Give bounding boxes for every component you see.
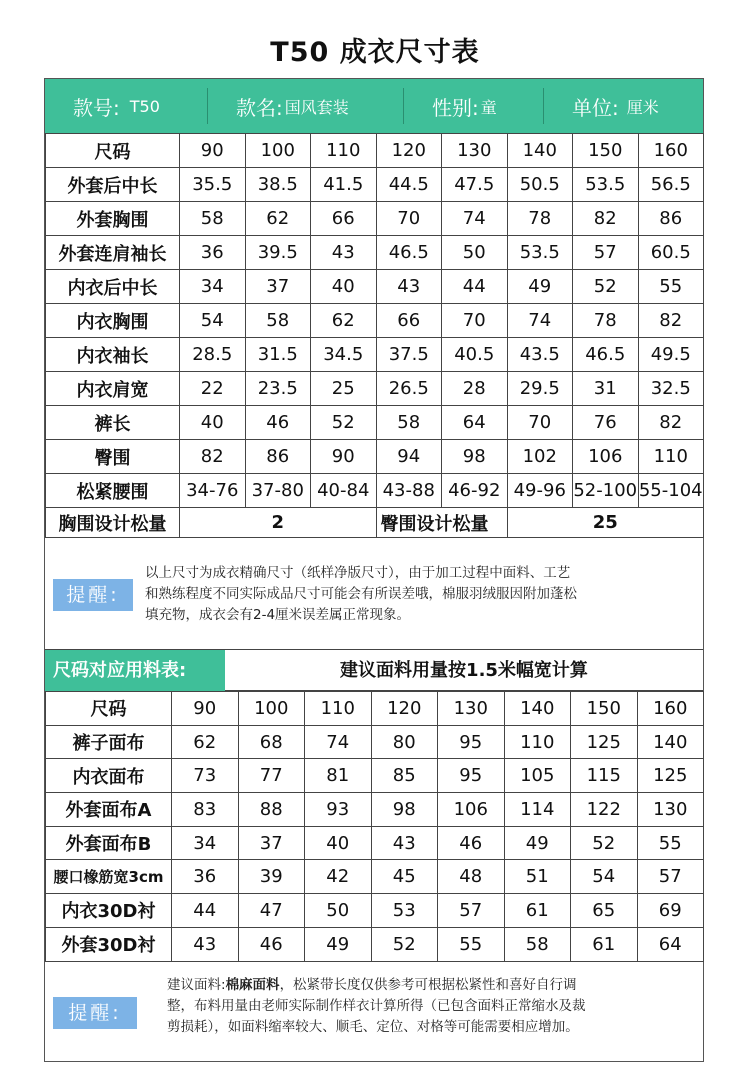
value-cell: 55 <box>638 270 704 304</box>
unit <box>543 88 703 124</box>
value-cell: 64 <box>637 927 704 961</box>
value-cell: 86 <box>638 202 704 236</box>
value-cell: 53 <box>371 894 438 928</box>
value-cell: 52 <box>311 406 377 440</box>
value-cell: 57 <box>438 894 505 928</box>
row-label: 外套30D衬 <box>46 927 172 961</box>
size-row-header <box>46 134 704 168</box>
value-cell: 106 <box>573 440 639 474</box>
size-row <box>46 406 704 440</box>
value-cell: 46-92 <box>442 474 508 508</box>
value-cell: 51 <box>504 860 571 894</box>
value-cell: 73 <box>172 759 239 793</box>
value-cell: 44 <box>442 270 508 304</box>
size-header-cell: 90 <box>180 134 246 168</box>
value-cell: 40-84 <box>311 474 377 508</box>
value-cell: 70 <box>376 202 442 236</box>
value-cell: 40.5 <box>442 338 508 372</box>
value-cell: 50 <box>305 894 372 928</box>
value-cell: 65 <box>571 894 638 928</box>
size-row <box>46 236 704 270</box>
value-cell: 45 <box>371 860 438 894</box>
value-cell: 49 <box>305 927 372 961</box>
value-cell: 52 <box>573 270 639 304</box>
value-cell: 83 <box>172 793 239 827</box>
header-bar <box>45 79 703 133</box>
size-row <box>46 304 704 338</box>
value-cell: 49.5 <box>638 338 704 372</box>
value-cell: 32.5 <box>638 372 704 406</box>
value-cell: 46 <box>238 927 305 961</box>
value-cell: 98 <box>371 793 438 827</box>
reminder-text-2 <box>167 975 586 1038</box>
style-number-label: 款号: <box>73 95 120 120</box>
style-number <box>45 88 207 124</box>
row-label: 腰口橡筋宽3cm <box>46 860 172 894</box>
value-cell: 37-80 <box>245 474 311 508</box>
row-label: 外套面布A <box>46 793 172 827</box>
value-cell: 70 <box>442 304 508 338</box>
value-cell: 42 <box>305 860 372 894</box>
fabric-row-header <box>46 692 704 726</box>
value-cell: 40 <box>180 406 246 440</box>
size-header-cell: 150 <box>573 134 639 168</box>
gender <box>403 88 543 124</box>
unit-value: 厘米 <box>626 97 659 117</box>
value-cell: 52 <box>571 826 638 860</box>
value-cell: 82 <box>638 406 704 440</box>
value-cell: 60.5 <box>638 236 704 270</box>
value-cell: 86 <box>245 440 311 474</box>
value-cell: 68 <box>238 725 305 759</box>
value-cell: 23.5 <box>245 372 311 406</box>
row-label: 外套连肩袖长 <box>46 236 180 270</box>
reminder-line: 剪损耗），如面料缩率较大、顺毛、定位、对格等可能需要相应增加。 <box>167 1019 579 1035</box>
fabric-row <box>46 826 704 860</box>
hip-ease-label: 臀围设计松量 <box>376 508 507 538</box>
row-label: 内衣袖长 <box>46 338 180 372</box>
value-cell: 37.5 <box>376 338 442 372</box>
style-name <box>207 88 403 124</box>
suggested-fabric-label: 建议面料: <box>167 977 226 993</box>
row-label: 松紧腰围 <box>46 474 180 508</box>
value-cell: 58 <box>504 927 571 961</box>
reminder-badge-1: 提醒: <box>53 579 133 611</box>
value-cell: 34-76 <box>180 474 246 508</box>
value-cell: 22 <box>180 372 246 406</box>
value-cell: 90 <box>311 440 377 474</box>
value-cell: 25 <box>311 372 377 406</box>
value-cell: 78 <box>507 202 573 236</box>
row-label: 内衣肩宽 <box>46 372 180 406</box>
value-cell: 29.5 <box>507 372 573 406</box>
value-cell: 34 <box>172 826 239 860</box>
reminder-line <box>167 975 586 996</box>
value-cell: 43 <box>371 826 438 860</box>
size-table <box>45 133 704 538</box>
value-cell: 40 <box>305 826 372 860</box>
value-cell: 58 <box>180 202 246 236</box>
size-header-cell: 130 <box>438 692 505 726</box>
size-header-cell: 150 <box>571 692 638 726</box>
value-cell: 44 <box>172 894 239 928</box>
value-cell: 43-88 <box>376 474 442 508</box>
size-row <box>46 372 704 406</box>
reminder-note-2 <box>45 962 703 1061</box>
size-row <box>46 440 704 474</box>
size-header-cell: 130 <box>442 134 508 168</box>
value-cell: 125 <box>571 725 638 759</box>
value-cell: 43 <box>172 927 239 961</box>
value-cell: 38.5 <box>245 168 311 202</box>
value-cell: 49-96 <box>507 474 573 508</box>
size-chart-frame <box>44 78 704 1062</box>
value-cell: 50.5 <box>507 168 573 202</box>
value-cell: 81 <box>305 759 372 793</box>
value-cell: 58 <box>376 406 442 440</box>
value-cell: 43 <box>311 236 377 270</box>
value-cell: 122 <box>571 793 638 827</box>
fabric-row <box>46 725 704 759</box>
value-cell: 82 <box>638 304 704 338</box>
row-label: 外套后中长 <box>46 168 180 202</box>
value-cell: 70 <box>507 406 573 440</box>
value-cell: 66 <box>376 304 442 338</box>
value-cell: 31 <box>573 372 639 406</box>
value-cell: 47 <box>238 894 305 928</box>
reminder-text-1 <box>145 563 577 626</box>
style-name-label: 款名: <box>236 95 283 120</box>
value-cell: 26.5 <box>376 372 442 406</box>
value-cell: 49 <box>504 826 571 860</box>
value-cell: 102 <box>507 440 573 474</box>
row-label: 臀围 <box>46 440 180 474</box>
style-name-value: 国风套装 <box>284 97 349 117</box>
value-cell: 46 <box>438 826 505 860</box>
value-cell: 56.5 <box>638 168 704 202</box>
value-cell: 76 <box>573 406 639 440</box>
reminder-line: 和熟练程度不同实际成品尺寸可能会有所误差哦，棉服羽绒服因附加蓬松 <box>145 586 577 602</box>
ease-row <box>46 508 704 538</box>
value-cell: 46 <box>245 406 311 440</box>
size-header-cell: 120 <box>371 692 438 726</box>
reminder-line-text: ，松紧带长度仅供参考可根据松紧性和喜好自行调 <box>279 977 577 993</box>
value-cell: 74 <box>507 304 573 338</box>
row-label: 内衣胸围 <box>46 304 180 338</box>
value-cell: 54 <box>180 304 246 338</box>
fabric-section-tag: 尺码对应用料表: <box>45 650 225 691</box>
size-row <box>46 168 704 202</box>
size-row <box>46 474 704 508</box>
value-cell: 74 <box>305 725 372 759</box>
row-label: 外套面布B <box>46 826 172 860</box>
value-cell: 85 <box>371 759 438 793</box>
value-cell: 43.5 <box>507 338 573 372</box>
value-cell: 88 <box>238 793 305 827</box>
fabric-row <box>46 759 704 793</box>
value-cell: 80 <box>371 725 438 759</box>
fabric-section-subtitle: 建议面料用量按1.5米幅宽计算 <box>225 650 703 691</box>
value-cell: 53.5 <box>507 236 573 270</box>
fabric-row <box>46 793 704 827</box>
hip-ease-value: 25 <box>507 508 704 538</box>
row-label: 裤子面布 <box>46 725 172 759</box>
value-cell: 64 <box>442 406 508 440</box>
row-label: 外套胸围 <box>46 202 180 236</box>
value-cell: 82 <box>180 440 246 474</box>
suggested-fabric: 棉麻面料 <box>225 977 280 993</box>
value-cell: 52 <box>371 927 438 961</box>
size-header-cell: 90 <box>172 692 239 726</box>
value-cell: 43 <box>376 270 442 304</box>
value-cell: 69 <box>637 894 704 928</box>
value-cell: 47.5 <box>442 168 508 202</box>
value-cell: 140 <box>637 725 704 759</box>
value-cell: 57 <box>573 236 639 270</box>
value-cell: 58 <box>245 304 311 338</box>
value-cell: 46.5 <box>376 236 442 270</box>
value-cell: 55 <box>637 826 704 860</box>
value-cell: 31.5 <box>245 338 311 372</box>
value-cell: 55-104 <box>638 474 704 508</box>
value-cell: 114 <box>504 793 571 827</box>
value-cell: 50 <box>442 236 508 270</box>
page-title: T50 成衣尺寸表 <box>270 37 480 68</box>
fabric-table <box>45 691 704 962</box>
size-row <box>46 338 704 372</box>
style-number-value: T50 <box>129 96 160 116</box>
value-cell: 34 <box>180 270 246 304</box>
size-header-cell: 160 <box>637 692 704 726</box>
value-cell: 77 <box>238 759 305 793</box>
fabric-row <box>46 927 704 961</box>
size-header-cell: 140 <box>507 134 573 168</box>
value-cell: 40 <box>311 270 377 304</box>
value-cell: 34.5 <box>311 338 377 372</box>
value-cell: 39.5 <box>245 236 311 270</box>
value-cell: 44.5 <box>376 168 442 202</box>
value-cell: 110 <box>638 440 704 474</box>
value-cell: 105 <box>504 759 571 793</box>
value-cell: 78 <box>573 304 639 338</box>
value-cell: 37 <box>238 826 305 860</box>
row-label: 尺码 <box>46 692 172 726</box>
reminder-note-1 <box>45 539 703 650</box>
value-cell: 125 <box>637 759 704 793</box>
value-cell: 61 <box>504 894 571 928</box>
value-cell: 53.5 <box>573 168 639 202</box>
value-cell: 74 <box>442 202 508 236</box>
value-cell: 46.5 <box>573 338 639 372</box>
value-cell: 110 <box>504 725 571 759</box>
size-header-cell: 100 <box>238 692 305 726</box>
value-cell: 95 <box>438 725 505 759</box>
value-cell: 28.5 <box>180 338 246 372</box>
size-row <box>46 270 704 304</box>
chest-ease-value: 2 <box>180 508 377 538</box>
value-cell: 66 <box>311 202 377 236</box>
reminder-line: 整，布料用量由老师实际制作样衣计算所得（已包含面料正常缩水及裁 <box>167 998 586 1014</box>
value-cell: 37 <box>245 270 311 304</box>
row-label: 尺码 <box>46 134 180 168</box>
size-header-cell: 110 <box>305 692 372 726</box>
reminder-badge-2: 提醒: <box>53 997 137 1029</box>
value-cell: 62 <box>172 725 239 759</box>
value-cell: 36 <box>180 236 246 270</box>
value-cell: 28 <box>442 372 508 406</box>
value-cell: 62 <box>245 202 311 236</box>
size-header-cell: 110 <box>311 134 377 168</box>
value-cell: 106 <box>438 793 505 827</box>
row-label: 内衣后中长 <box>46 270 180 304</box>
size-header-cell: 160 <box>638 134 704 168</box>
value-cell: 39 <box>238 860 305 894</box>
value-cell: 52-100 <box>573 474 639 508</box>
fabric-section-header <box>45 650 703 691</box>
value-cell: 95 <box>438 759 505 793</box>
value-cell: 54 <box>571 860 638 894</box>
value-cell: 61 <box>571 927 638 961</box>
value-cell: 35.5 <box>180 168 246 202</box>
reminder-line: 以上尺寸为成衣精确尺寸（纸样净版尺寸），由于加工过程中面料、工艺 <box>145 565 571 581</box>
value-cell: 93 <box>305 793 372 827</box>
value-cell: 36 <box>172 860 239 894</box>
fabric-row <box>46 860 704 894</box>
unit-label: 单位: <box>572 95 619 120</box>
value-cell: 94 <box>376 440 442 474</box>
chest-ease-label: 胸围设计松量 <box>46 508 180 538</box>
row-label: 内衣30D衬 <box>46 894 172 928</box>
size-header-cell: 140 <box>504 692 571 726</box>
value-cell: 41.5 <box>311 168 377 202</box>
size-header-cell: 100 <box>245 134 311 168</box>
size-row <box>46 202 704 236</box>
size-header-cell: 120 <box>376 134 442 168</box>
value-cell: 98 <box>442 440 508 474</box>
value-cell: 48 <box>438 860 505 894</box>
row-label: 内衣面布 <box>46 759 172 793</box>
fabric-row <box>46 894 704 928</box>
gender-value: 童 <box>480 97 497 117</box>
value-cell: 82 <box>573 202 639 236</box>
value-cell: 55 <box>438 927 505 961</box>
value-cell: 62 <box>311 304 377 338</box>
value-cell: 49 <box>507 270 573 304</box>
value-cell: 115 <box>571 759 638 793</box>
row-label: 裤长 <box>46 406 180 440</box>
gender-label: 性别: <box>432 95 479 120</box>
reminder-line: 填充物，成衣会有2-4厘米误差属正常现象。 <box>145 607 411 623</box>
value-cell: 130 <box>637 793 704 827</box>
value-cell: 57 <box>637 860 704 894</box>
